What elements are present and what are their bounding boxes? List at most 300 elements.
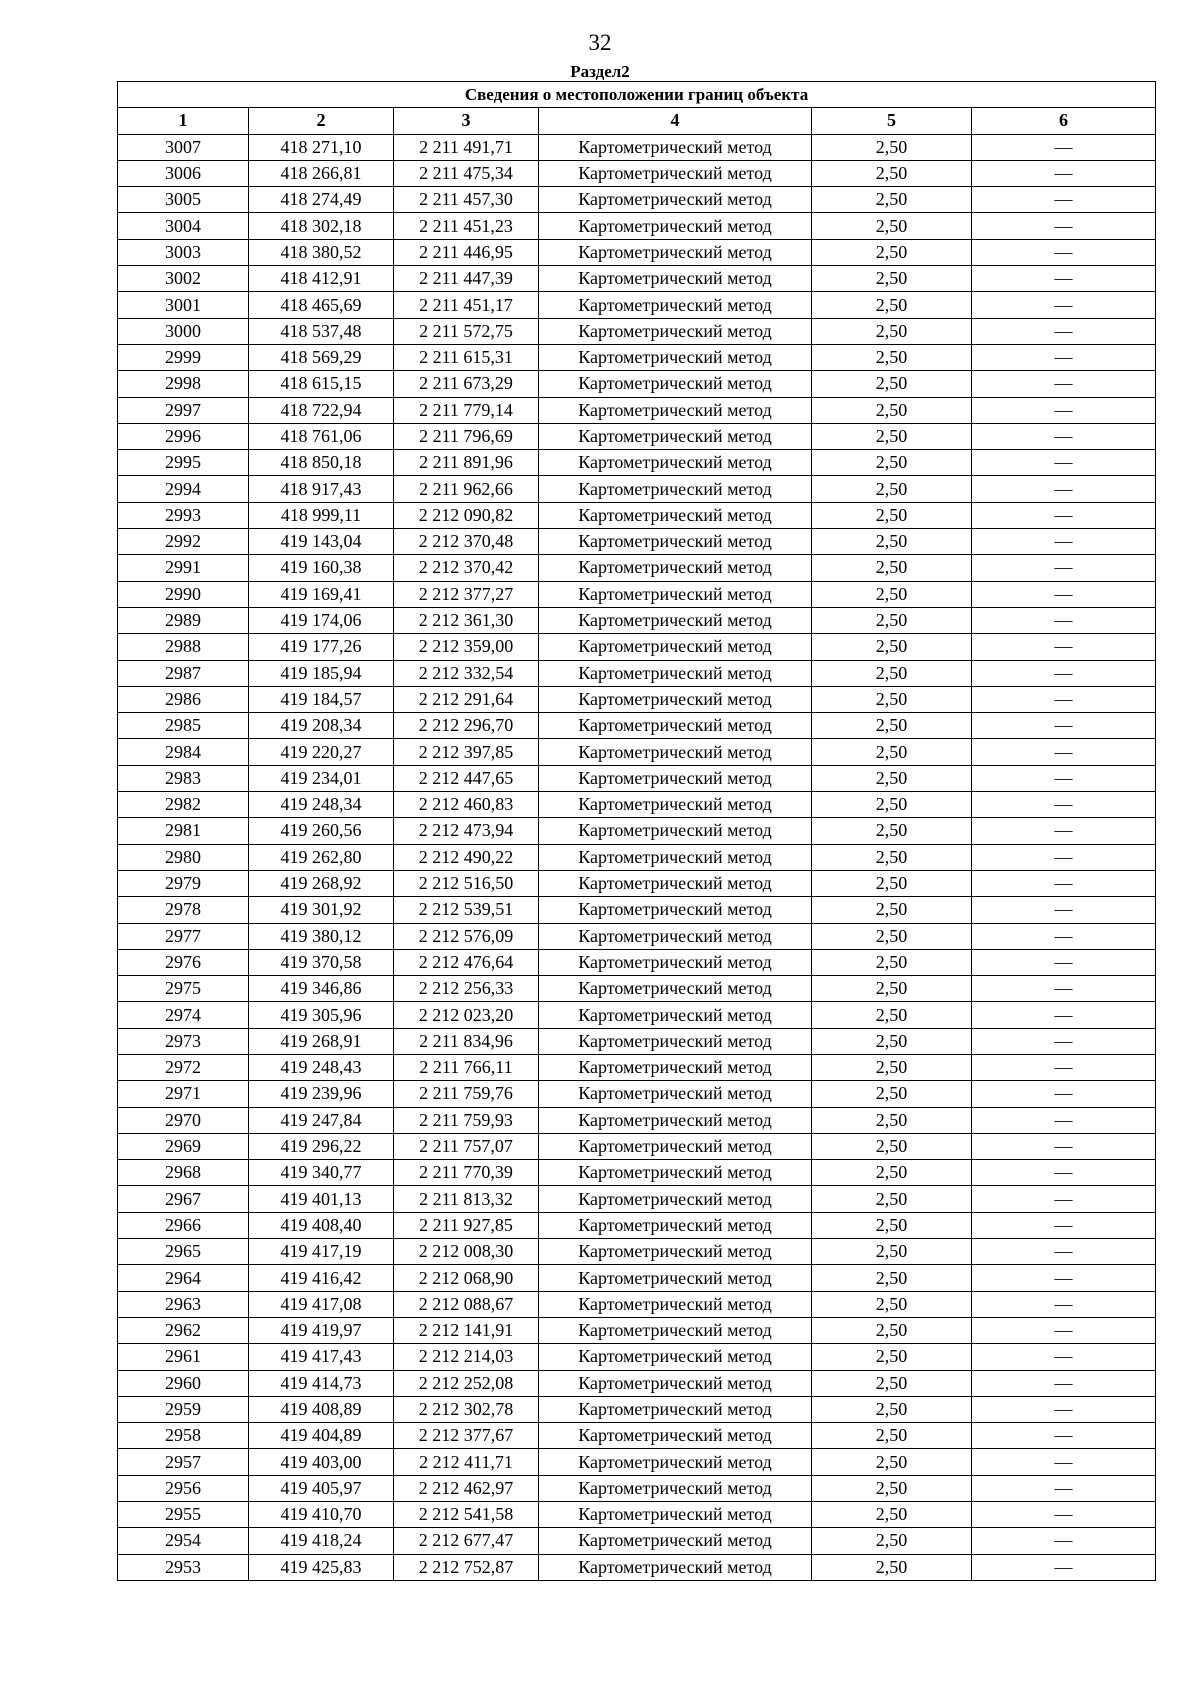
- accuracy-cell: 2,50: [812, 344, 972, 370]
- description-cell: —: [972, 1370, 1156, 1396]
- y-coordinate-cell: 2 212 256,33: [394, 976, 539, 1002]
- x-coordinate-cell: 419 346,86: [249, 976, 394, 1002]
- x-coordinate-cell: 419 301,92: [249, 897, 394, 923]
- y-coordinate-cell: 2 211 927,85: [394, 1212, 539, 1238]
- y-coordinate-cell: 2 211 759,93: [394, 1107, 539, 1133]
- y-coordinate-cell: 2 212 411,71: [394, 1449, 539, 1475]
- accuracy-cell: 2,50: [812, 1239, 972, 1265]
- x-coordinate-cell: 418 465,69: [249, 292, 394, 318]
- y-coordinate-cell: 2 212 361,30: [394, 607, 539, 633]
- y-coordinate-cell: 2 211 834,96: [394, 1028, 539, 1054]
- accuracy-cell: 2,50: [812, 1423, 972, 1449]
- accuracy-cell: 2,50: [812, 476, 972, 502]
- method-cell: Картометрический метод: [539, 187, 812, 213]
- accuracy-cell: 2,50: [812, 502, 972, 528]
- y-coordinate-cell: 2 212 476,64: [394, 949, 539, 975]
- accuracy-cell: 2,50: [812, 450, 972, 476]
- x-coordinate-cell: 418 850,18: [249, 450, 394, 476]
- column-header: 1: [118, 108, 249, 134]
- accuracy-cell: 2,50: [812, 292, 972, 318]
- point-number-cell: 2990: [118, 581, 249, 607]
- table-row: [118, 607, 1156, 633]
- method-cell: Картометрический метод: [539, 634, 812, 660]
- description-cell: —: [972, 1317, 1156, 1343]
- accuracy-cell: 2,50: [812, 397, 972, 423]
- x-coordinate-cell: 419 260,56: [249, 818, 394, 844]
- table-row: [118, 1002, 1156, 1028]
- point-number-cell: 2993: [118, 502, 249, 528]
- x-coordinate-cell: 419 418,24: [249, 1528, 394, 1554]
- table-row: [118, 1265, 1156, 1291]
- method-cell: Картометрический метод: [539, 660, 812, 686]
- y-coordinate-cell: 2 211 475,34: [394, 160, 539, 186]
- description-cell: —: [972, 844, 1156, 870]
- table-row: [118, 581, 1156, 607]
- y-coordinate-cell: 2 211 796,69: [394, 423, 539, 449]
- description-cell: —: [972, 1133, 1156, 1159]
- description-cell: —: [972, 187, 1156, 213]
- description-cell: —: [972, 1212, 1156, 1238]
- x-coordinate-cell: 419 405,97: [249, 1475, 394, 1501]
- y-coordinate-cell: 2 212 302,78: [394, 1396, 539, 1422]
- point-number-cell: 2953: [118, 1554, 249, 1580]
- column-header: 5: [812, 108, 972, 134]
- y-coordinate-cell: 2 212 447,65: [394, 765, 539, 791]
- method-cell: Картометрический метод: [539, 450, 812, 476]
- table-caption: Сведения о местоположении границ объекта: [118, 82, 1156, 108]
- method-cell: Картометрический метод: [539, 555, 812, 581]
- x-coordinate-cell: 419 417,08: [249, 1291, 394, 1317]
- accuracy-cell: 2,50: [812, 1370, 972, 1396]
- x-coordinate-cell: 419 417,19: [249, 1239, 394, 1265]
- point-number-cell: 2978: [118, 897, 249, 923]
- accuracy-cell: 2,50: [812, 1028, 972, 1054]
- point-number-cell: 2959: [118, 1396, 249, 1422]
- accuracy-cell: 2,50: [812, 1186, 972, 1212]
- table-row: [118, 1528, 1156, 1554]
- accuracy-cell: 2,50: [812, 607, 972, 633]
- description-cell: —: [972, 1502, 1156, 1528]
- description-cell: —: [972, 1107, 1156, 1133]
- accuracy-cell: 2,50: [812, 870, 972, 896]
- method-cell: Картометрический метод: [539, 423, 812, 449]
- table-row: [118, 1107, 1156, 1133]
- accuracy-cell: 2,50: [812, 1081, 972, 1107]
- table-row: [118, 292, 1156, 318]
- accuracy-cell: 2,50: [812, 949, 972, 975]
- table-row: [118, 1160, 1156, 1186]
- x-coordinate-cell: 419 143,04: [249, 529, 394, 555]
- y-coordinate-cell: 2 212 252,08: [394, 1370, 539, 1396]
- accuracy-cell: 2,50: [812, 634, 972, 660]
- point-number-cell: 3005: [118, 187, 249, 213]
- table-row: [118, 634, 1156, 660]
- description-cell: —: [972, 423, 1156, 449]
- column-header: 2: [249, 108, 394, 134]
- column-header: 3: [394, 108, 539, 134]
- method-cell: Картометрический метод: [539, 844, 812, 870]
- method-cell: Картометрический метод: [539, 1554, 812, 1580]
- x-coordinate-cell: 419 184,57: [249, 686, 394, 712]
- point-number-cell: 2967: [118, 1186, 249, 1212]
- x-coordinate-cell: 418 412,91: [249, 266, 394, 292]
- point-number-cell: 2976: [118, 949, 249, 975]
- y-coordinate-cell: 2 211 766,11: [394, 1054, 539, 1080]
- y-coordinate-cell: 2 211 451,17: [394, 292, 539, 318]
- description-cell: —: [972, 476, 1156, 502]
- table-row: [118, 344, 1156, 370]
- point-number-cell: 2954: [118, 1528, 249, 1554]
- point-number-cell: 2957: [118, 1449, 249, 1475]
- method-cell: Картометрический метод: [539, 1212, 812, 1238]
- description-cell: —: [972, 318, 1156, 344]
- table-row: [118, 1186, 1156, 1212]
- method-cell: Картометрический метод: [539, 1160, 812, 1186]
- boundary-coordinates-table: [117, 81, 1156, 1581]
- y-coordinate-cell: 2 212 541,58: [394, 1502, 539, 1528]
- table-row: [118, 897, 1156, 923]
- description-cell: —: [972, 1028, 1156, 1054]
- point-number-cell: 2996: [118, 423, 249, 449]
- description-cell: —: [972, 371, 1156, 397]
- table-row: [118, 1028, 1156, 1054]
- y-coordinate-cell: 2 211 891,96: [394, 450, 539, 476]
- y-coordinate-cell: 2 211 779,14: [394, 397, 539, 423]
- point-number-cell: 2963: [118, 1291, 249, 1317]
- description-cell: —: [972, 607, 1156, 633]
- method-cell: Картометрический метод: [539, 765, 812, 791]
- point-number-cell: 2964: [118, 1265, 249, 1291]
- accuracy-cell: 2,50: [812, 213, 972, 239]
- point-number-cell: 2981: [118, 818, 249, 844]
- description-cell: —: [972, 897, 1156, 923]
- method-cell: Картометрический метод: [539, 213, 812, 239]
- y-coordinate-cell: 2 212 397,85: [394, 739, 539, 765]
- description-cell: —: [972, 660, 1156, 686]
- method-cell: Картометрический метод: [539, 1239, 812, 1265]
- y-coordinate-cell: 2 211 451,23: [394, 213, 539, 239]
- table-row: [118, 818, 1156, 844]
- accuracy-cell: 2,50: [812, 1291, 972, 1317]
- accuracy-cell: 2,50: [812, 555, 972, 581]
- point-number-cell: 2966: [118, 1212, 249, 1238]
- point-number-cell: 2955: [118, 1502, 249, 1528]
- y-coordinate-cell: 2 212 296,70: [394, 713, 539, 739]
- x-coordinate-cell: 419 416,42: [249, 1265, 394, 1291]
- accuracy-cell: 2,50: [812, 1054, 972, 1080]
- description-cell: —: [972, 555, 1156, 581]
- x-coordinate-cell: 419 296,22: [249, 1133, 394, 1159]
- x-coordinate-cell: 418 569,29: [249, 344, 394, 370]
- column-number-row: [118, 108, 1156, 134]
- table-row: [118, 739, 1156, 765]
- accuracy-cell: 2,50: [812, 529, 972, 555]
- x-coordinate-cell: 418 266,81: [249, 160, 394, 186]
- method-cell: Картометрический метод: [539, 1028, 812, 1054]
- accuracy-cell: 2,50: [812, 1528, 972, 1554]
- description-cell: —: [972, 1081, 1156, 1107]
- point-number-cell: 3000: [118, 318, 249, 344]
- method-cell: Картометрический метод: [539, 897, 812, 923]
- x-coordinate-cell: 418 274,49: [249, 187, 394, 213]
- table-row: [118, 792, 1156, 818]
- accuracy-cell: 2,50: [812, 187, 972, 213]
- point-number-cell: 3004: [118, 213, 249, 239]
- table-row: [118, 1344, 1156, 1370]
- y-coordinate-cell: 2 211 770,39: [394, 1160, 539, 1186]
- point-number-cell: 2969: [118, 1133, 249, 1159]
- table-row: [118, 1081, 1156, 1107]
- x-coordinate-cell: 419 370,58: [249, 949, 394, 975]
- x-coordinate-cell: 419 410,70: [249, 1502, 394, 1528]
- y-coordinate-cell: 2 212 068,90: [394, 1265, 539, 1291]
- y-coordinate-cell: 2 212 377,67: [394, 1423, 539, 1449]
- table-row: [118, 1317, 1156, 1343]
- y-coordinate-cell: 2 211 572,75: [394, 318, 539, 344]
- point-number-cell: 2982: [118, 792, 249, 818]
- accuracy-cell: 2,50: [812, 1317, 972, 1343]
- table-row: [118, 160, 1156, 186]
- accuracy-cell: 2,50: [812, 1449, 972, 1475]
- table-body: [118, 134, 1156, 1580]
- x-coordinate-cell: 419 419,97: [249, 1317, 394, 1343]
- method-cell: Картометрический метод: [539, 1002, 812, 1028]
- page-number: 32: [588, 30, 612, 55]
- table-row: [118, 476, 1156, 502]
- y-coordinate-cell: 2 211 673,29: [394, 371, 539, 397]
- point-number-cell: 3007: [118, 134, 249, 160]
- accuracy-cell: 2,50: [812, 792, 972, 818]
- point-number-cell: 2962: [118, 1317, 249, 1343]
- table-row: [118, 1396, 1156, 1422]
- point-number-cell: 2995: [118, 450, 249, 476]
- point-number-cell: 2994: [118, 476, 249, 502]
- table-row: [118, 713, 1156, 739]
- table-row: [118, 1449, 1156, 1475]
- description-cell: —: [972, 1423, 1156, 1449]
- x-coordinate-cell: 419 239,96: [249, 1081, 394, 1107]
- x-coordinate-cell: 419 268,92: [249, 870, 394, 896]
- point-number-cell: 2991: [118, 555, 249, 581]
- x-coordinate-cell: 418 722,94: [249, 397, 394, 423]
- description-cell: —: [972, 976, 1156, 1002]
- accuracy-cell: 2,50: [812, 686, 972, 712]
- method-cell: Картометрический метод: [539, 949, 812, 975]
- table-row: [118, 371, 1156, 397]
- table-row: [118, 529, 1156, 555]
- method-cell: Картометрический метод: [539, 923, 812, 949]
- method-cell: Картометрический метод: [539, 1423, 812, 1449]
- accuracy-cell: 2,50: [812, 897, 972, 923]
- x-coordinate-cell: 419 247,84: [249, 1107, 394, 1133]
- accuracy-cell: 2,50: [812, 239, 972, 265]
- point-number-cell: 2961: [118, 1344, 249, 1370]
- x-coordinate-cell: 419 262,80: [249, 844, 394, 870]
- y-coordinate-cell: 2 211 446,95: [394, 239, 539, 265]
- accuracy-cell: 2,50: [812, 1396, 972, 1422]
- point-number-cell: 2975: [118, 976, 249, 1002]
- table-row: [118, 187, 1156, 213]
- x-coordinate-cell: 419 169,41: [249, 581, 394, 607]
- accuracy-cell: 2,50: [812, 844, 972, 870]
- y-coordinate-cell: 2 212 088,67: [394, 1291, 539, 1317]
- y-coordinate-cell: 2 212 462,97: [394, 1475, 539, 1501]
- description-cell: —: [972, 634, 1156, 660]
- point-number-cell: 2958: [118, 1423, 249, 1449]
- point-number-cell: 2988: [118, 634, 249, 660]
- x-coordinate-cell: 419 248,34: [249, 792, 394, 818]
- point-number-cell: 2971: [118, 1081, 249, 1107]
- description-cell: —: [972, 949, 1156, 975]
- point-number-cell: 2970: [118, 1107, 249, 1133]
- method-cell: Картометрический метод: [539, 371, 812, 397]
- x-coordinate-cell: 419 408,89: [249, 1396, 394, 1422]
- table-row: [118, 1554, 1156, 1580]
- description-cell: —: [972, 739, 1156, 765]
- description-cell: —: [972, 1475, 1156, 1501]
- description-cell: —: [972, 1160, 1156, 1186]
- x-coordinate-cell: 418 537,48: [249, 318, 394, 344]
- method-cell: Картометрический метод: [539, 686, 812, 712]
- y-coordinate-cell: 2 212 214,03: [394, 1344, 539, 1370]
- point-number-cell: 2968: [118, 1160, 249, 1186]
- description-cell: —: [972, 239, 1156, 265]
- point-number-cell: 2965: [118, 1239, 249, 1265]
- accuracy-cell: 2,50: [812, 134, 972, 160]
- description-cell: —: [972, 1291, 1156, 1317]
- table-row: [118, 660, 1156, 686]
- accuracy-cell: 2,50: [812, 1554, 972, 1580]
- table-row: [118, 1370, 1156, 1396]
- x-coordinate-cell: 419 403,00: [249, 1449, 394, 1475]
- accuracy-cell: 2,50: [812, 1265, 972, 1291]
- method-cell: Картометрический метод: [539, 818, 812, 844]
- x-coordinate-cell: 419 380,12: [249, 923, 394, 949]
- y-coordinate-cell: 2 212 576,09: [394, 923, 539, 949]
- description-cell: —: [972, 1396, 1156, 1422]
- table-row: [118, 555, 1156, 581]
- accuracy-cell: 2,50: [812, 423, 972, 449]
- method-cell: Картометрический метод: [539, 1291, 812, 1317]
- x-coordinate-cell: 419 414,73: [249, 1370, 394, 1396]
- table-row: [118, 397, 1156, 423]
- description-cell: —: [972, 1239, 1156, 1265]
- x-coordinate-cell: 418 615,15: [249, 371, 394, 397]
- y-coordinate-cell: 2 212 752,87: [394, 1554, 539, 1580]
- point-number-cell: 2983: [118, 765, 249, 791]
- point-number-cell: 2956: [118, 1475, 249, 1501]
- y-coordinate-cell: 2 211 813,32: [394, 1186, 539, 1212]
- point-number-cell: 2989: [118, 607, 249, 633]
- description-cell: —: [972, 713, 1156, 739]
- y-coordinate-cell: 2 212 359,00: [394, 634, 539, 660]
- accuracy-cell: 2,50: [812, 371, 972, 397]
- table-row: [118, 1475, 1156, 1501]
- x-coordinate-cell: 419 305,96: [249, 1002, 394, 1028]
- point-number-cell: 2997: [118, 397, 249, 423]
- y-coordinate-cell: 2 212 291,64: [394, 686, 539, 712]
- y-coordinate-cell: 2 211 447,39: [394, 266, 539, 292]
- table-row: [118, 976, 1156, 1002]
- accuracy-cell: 2,50: [812, 318, 972, 344]
- table-row: [118, 213, 1156, 239]
- table-row: [118, 1212, 1156, 1238]
- description-cell: —: [972, 870, 1156, 896]
- x-coordinate-cell: 419 177,26: [249, 634, 394, 660]
- method-cell: Картометрический метод: [539, 713, 812, 739]
- description-cell: —: [972, 1344, 1156, 1370]
- point-number-cell: 2974: [118, 1002, 249, 1028]
- description-cell: —: [972, 765, 1156, 791]
- y-coordinate-cell: 2 211 615,31: [394, 344, 539, 370]
- method-cell: Картометрический метод: [539, 134, 812, 160]
- method-cell: Картометрический метод: [539, 1054, 812, 1080]
- method-cell: Картометрический метод: [539, 1081, 812, 1107]
- accuracy-cell: 2,50: [812, 160, 972, 186]
- accuracy-cell: 2,50: [812, 976, 972, 1002]
- x-coordinate-cell: 419 408,40: [249, 1212, 394, 1238]
- x-coordinate-cell: 419 401,13: [249, 1186, 394, 1212]
- table-row: [118, 134, 1156, 160]
- point-number-cell: 2972: [118, 1054, 249, 1080]
- method-cell: Картометрический метод: [539, 1396, 812, 1422]
- method-cell: Картометрический метод: [539, 1317, 812, 1343]
- point-number-cell: 2980: [118, 844, 249, 870]
- point-number-cell: 3002: [118, 266, 249, 292]
- method-cell: Картометрический метод: [539, 1265, 812, 1291]
- method-cell: Картометрический метод: [539, 870, 812, 896]
- y-coordinate-cell: 2 212 141,91: [394, 1317, 539, 1343]
- table-row: [118, 844, 1156, 870]
- point-number-cell: 2986: [118, 686, 249, 712]
- x-coordinate-cell: 419 404,89: [249, 1423, 394, 1449]
- y-coordinate-cell: 2 212 377,27: [394, 581, 539, 607]
- accuracy-cell: 2,50: [812, 713, 972, 739]
- accuracy-cell: 2,50: [812, 1107, 972, 1133]
- accuracy-cell: 2,50: [812, 1344, 972, 1370]
- method-cell: Картометрический метод: [539, 292, 812, 318]
- point-number-cell: 2985: [118, 713, 249, 739]
- method-cell: Картометрический метод: [539, 976, 812, 1002]
- accuracy-cell: 2,50: [812, 266, 972, 292]
- method-cell: Картометрический метод: [539, 1107, 812, 1133]
- description-cell: —: [972, 818, 1156, 844]
- x-coordinate-cell: 419 234,01: [249, 765, 394, 791]
- description-cell: —: [972, 1002, 1156, 1028]
- table-row: [118, 870, 1156, 896]
- method-cell: Картометрический метод: [539, 1475, 812, 1501]
- accuracy-cell: 2,50: [812, 1212, 972, 1238]
- description-cell: —: [972, 1054, 1156, 1080]
- description-cell: —: [972, 160, 1156, 186]
- table-row: [118, 239, 1156, 265]
- accuracy-cell: 2,50: [812, 818, 972, 844]
- description-cell: —: [972, 529, 1156, 555]
- method-cell: Картометрический метод: [539, 1449, 812, 1475]
- table-row: [118, 1291, 1156, 1317]
- y-coordinate-cell: 2 212 677,47: [394, 1528, 539, 1554]
- table-row: [118, 318, 1156, 344]
- method-cell: Картометрический метод: [539, 266, 812, 292]
- accuracy-cell: 2,50: [812, 660, 972, 686]
- point-number-cell: 2977: [118, 923, 249, 949]
- table-row: [118, 949, 1156, 975]
- description-cell: —: [972, 1528, 1156, 1554]
- table-row: [118, 765, 1156, 791]
- method-cell: Картометрический метод: [539, 1344, 812, 1370]
- table-row: [118, 686, 1156, 712]
- x-coordinate-cell: 418 761,06: [249, 423, 394, 449]
